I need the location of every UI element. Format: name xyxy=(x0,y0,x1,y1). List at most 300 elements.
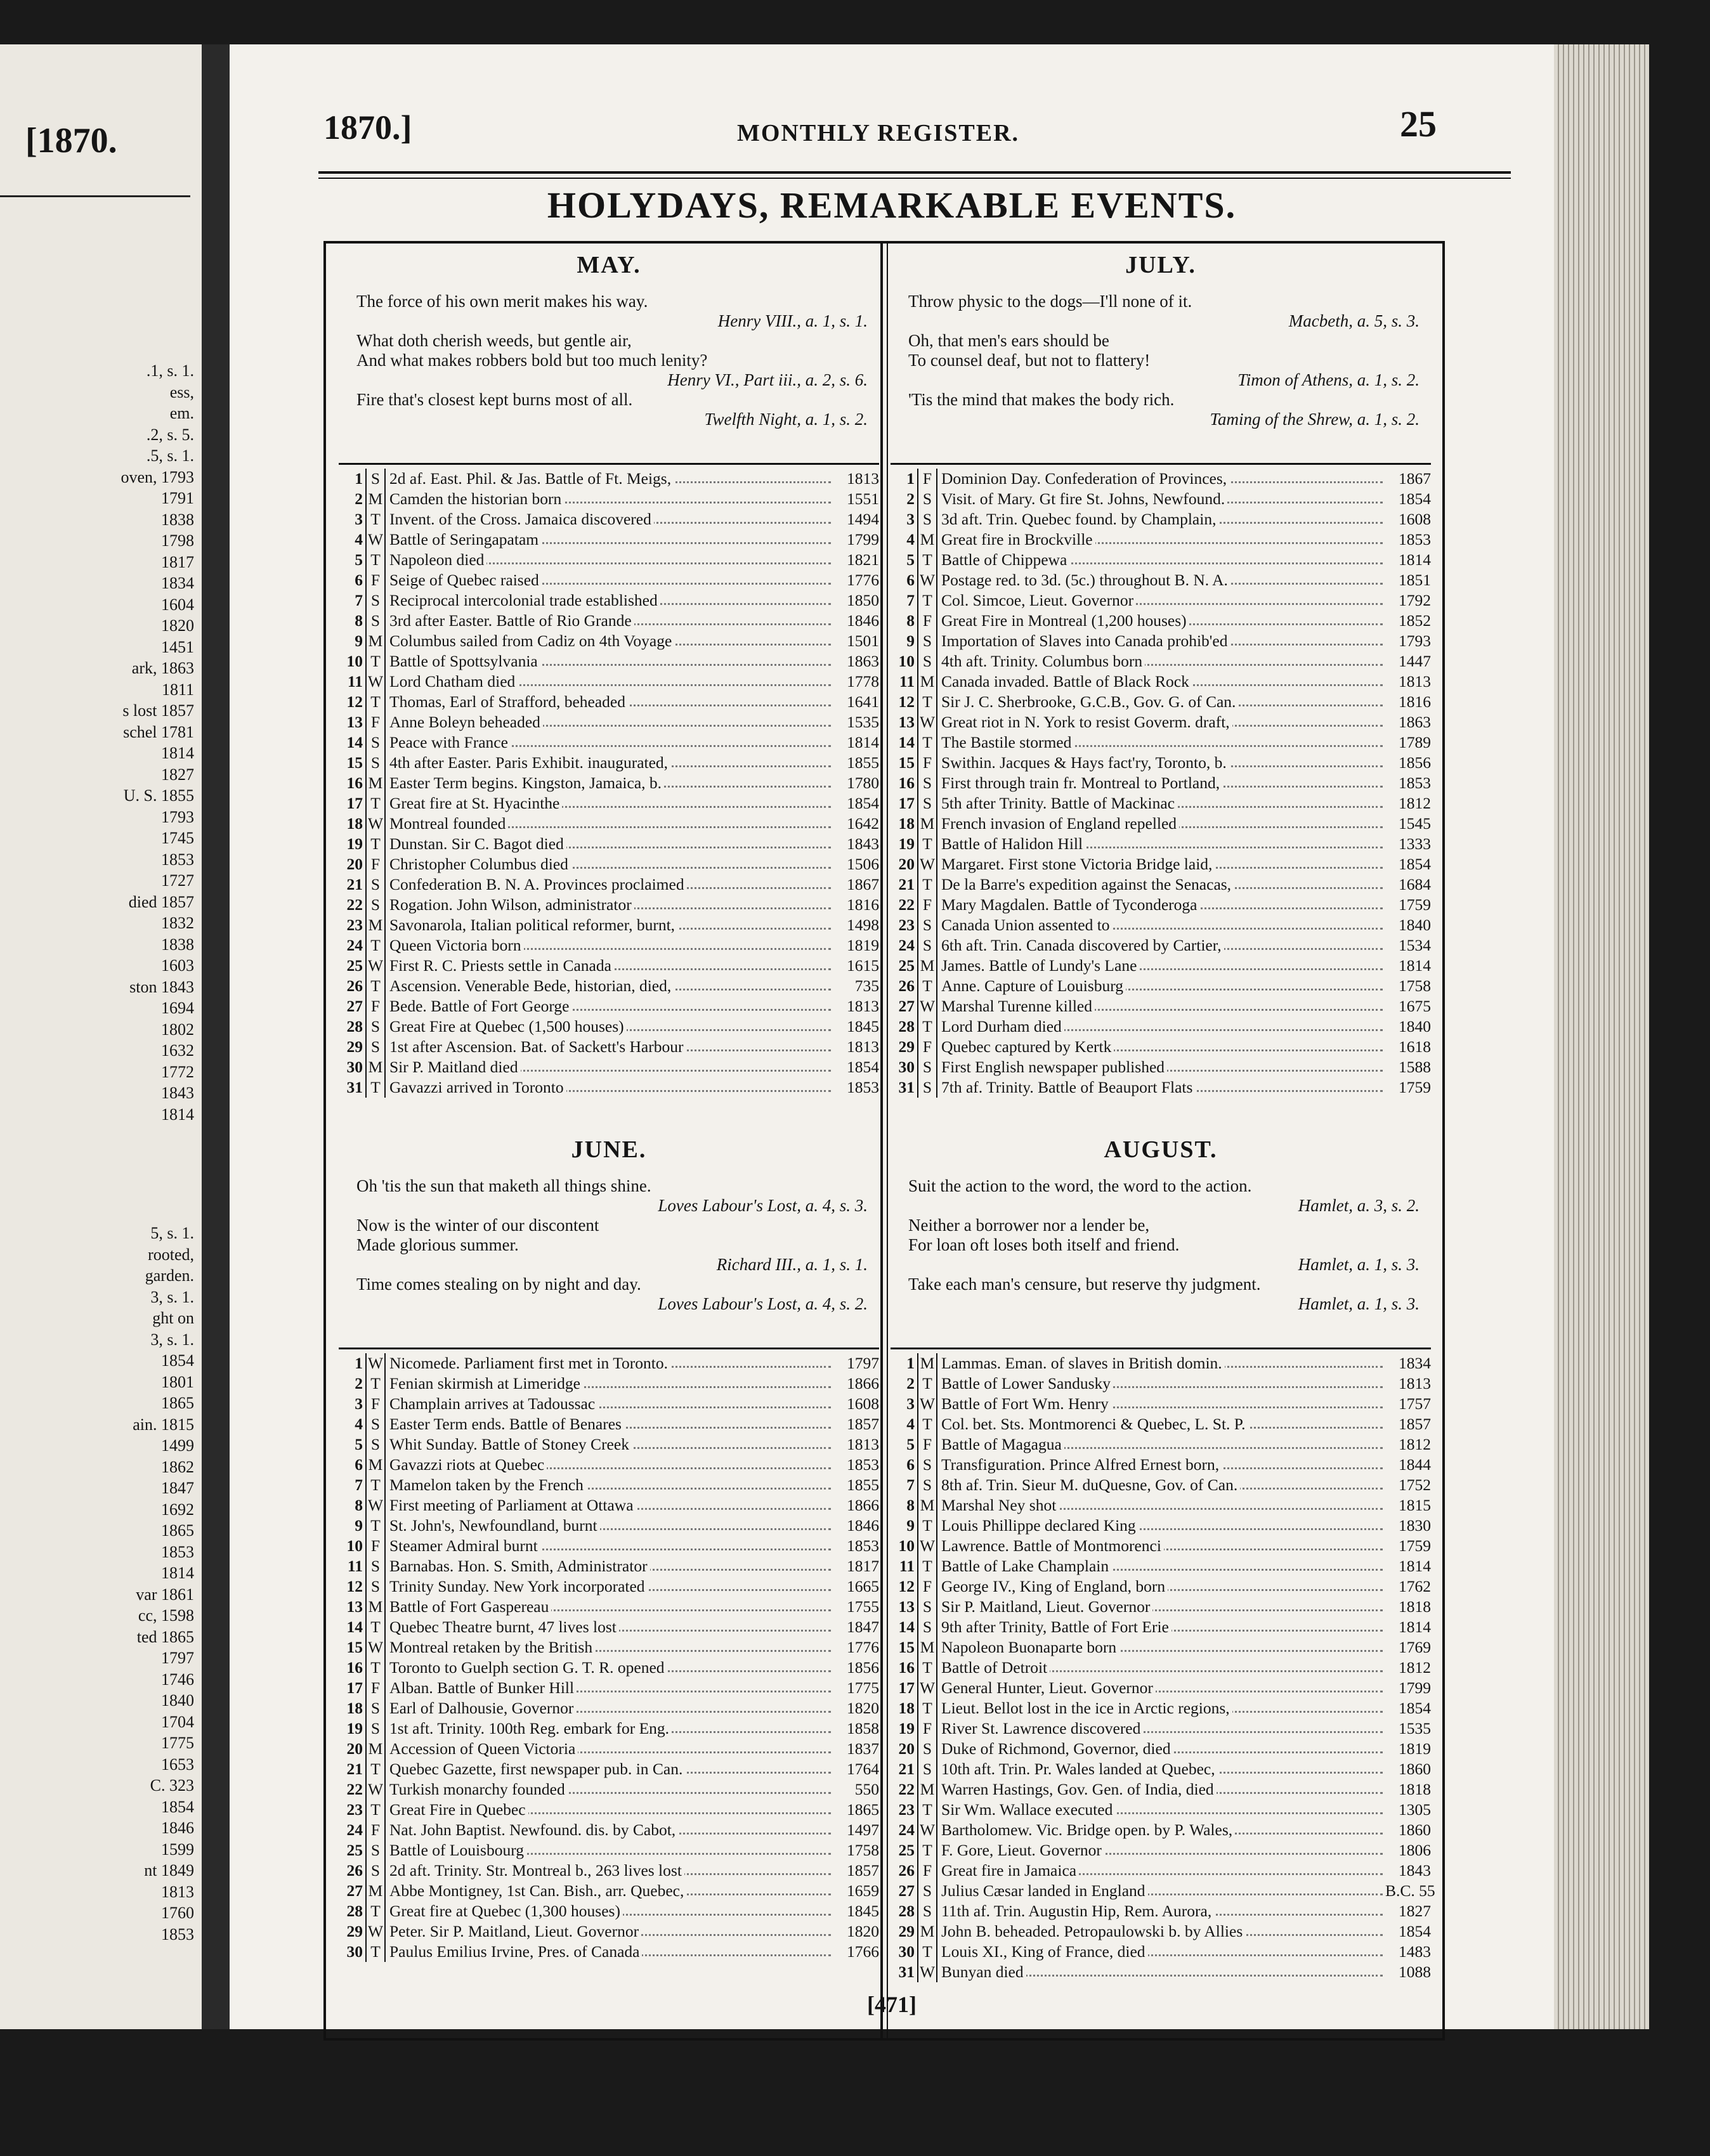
event-day: 18 xyxy=(346,1699,363,1717)
event-weekday: S xyxy=(917,1739,937,1759)
event-weekday: S xyxy=(365,732,386,753)
event-description xyxy=(937,834,1383,854)
event-text: Peace with France xyxy=(389,733,511,751)
event-year: 1818 xyxy=(1399,1597,1431,1616)
quote-line: And what makes robbers bold but too much lenity? xyxy=(356,351,708,370)
facing-page-fragment: s lost 1857 xyxy=(122,701,194,720)
facing-page-fragment: died 1857 xyxy=(128,892,194,911)
event-description xyxy=(937,1597,1383,1617)
event-description xyxy=(937,1536,1383,1556)
facing-page-fragment: 1798 xyxy=(161,531,194,550)
event-day: 23 xyxy=(898,916,915,934)
event-text: Steamer Admiral burnt xyxy=(389,1536,540,1555)
event-description xyxy=(386,935,831,956)
event-row xyxy=(339,1698,879,1718)
event-weekday: S xyxy=(365,611,386,631)
facing-page-fragment: 1811 xyxy=(161,680,194,699)
event-year: 1792 xyxy=(1399,591,1431,609)
event-description xyxy=(937,1820,1383,1840)
facing-page-fragment: 1838 xyxy=(161,510,194,529)
event-year: 1854 xyxy=(1399,490,1431,508)
event-day: 7 xyxy=(355,591,363,609)
event-row xyxy=(891,956,1431,976)
event-row xyxy=(339,874,879,895)
event-weekday: S xyxy=(917,1077,937,1098)
quote-line: Time comes stealing on by night and day. xyxy=(356,1275,641,1294)
event-row xyxy=(339,1820,879,1840)
facing-page-fragment: ess, xyxy=(169,382,194,401)
event-row xyxy=(339,1576,879,1597)
event-year: 1588 xyxy=(1399,1058,1431,1076)
event-description xyxy=(937,1698,1383,1718)
event-year: 1854 xyxy=(1399,855,1431,873)
event-row xyxy=(891,712,1431,732)
event-description xyxy=(937,732,1383,753)
page-footer-number: [471] xyxy=(867,1992,917,2017)
event-description xyxy=(937,631,1383,651)
event-weekday: S xyxy=(365,874,386,895)
event-weekday: T xyxy=(365,976,386,996)
event-text: Sir Wm. Wallace executed xyxy=(941,1800,1115,1819)
event-row xyxy=(339,672,879,692)
event-weekday: T xyxy=(365,1759,386,1779)
event-weekday: F xyxy=(365,1394,386,1414)
facing-page-fragment: 1832 xyxy=(161,914,194,932)
event-weekday: T xyxy=(365,1077,386,1098)
event-description xyxy=(386,1678,831,1698)
event-year: 1821 xyxy=(847,550,879,569)
month-title: MAY. xyxy=(577,252,641,278)
event-text: Mamelon taken by the French xyxy=(389,1476,586,1494)
event-text: 7th af. Trinity. Battle of Beauport Flats xyxy=(941,1078,1195,1096)
event-description xyxy=(386,976,831,996)
event-row xyxy=(339,1373,879,1394)
event-day: 13 xyxy=(898,713,915,731)
event-weekday: S xyxy=(917,1057,937,1077)
event-description xyxy=(386,550,831,570)
event-weekday: F xyxy=(365,1536,386,1556)
event-text: Battle of Lake Champlain xyxy=(941,1557,1111,1575)
event-year: 1814 xyxy=(1399,1618,1431,1636)
event-text: Lord Durham died xyxy=(941,1017,1064,1036)
event-text: Lieut. Bellot lost in the ice in Arctic regions, xyxy=(941,1699,1232,1717)
event-description xyxy=(937,1475,1383,1495)
event-weekday: F xyxy=(917,1861,937,1881)
quote-attribution: Loves Labour's Lost, a. 4, s. 2. xyxy=(658,1294,868,1313)
facing-page-fragment: 1791 xyxy=(161,489,194,507)
event-description xyxy=(937,1800,1383,1820)
facing-page-fragment: 1814 xyxy=(161,1564,194,1582)
shakespeare-quote xyxy=(891,283,1431,463)
event-description xyxy=(386,1597,831,1617)
event-row xyxy=(339,895,879,915)
event-year: 1813 xyxy=(1399,1374,1431,1393)
event-day: 16 xyxy=(898,774,915,792)
month-june xyxy=(339,1133,879,2018)
event-weekday: S xyxy=(365,1434,386,1455)
event-description xyxy=(937,611,1383,631)
event-year: 1775 xyxy=(847,1679,879,1697)
event-description xyxy=(386,1881,831,1901)
event-row xyxy=(891,1861,1431,1881)
facing-page-fragment: 1862 xyxy=(161,1457,194,1476)
event-description xyxy=(386,773,831,793)
event-day: 3 xyxy=(906,510,915,528)
event-description xyxy=(386,590,831,611)
event-row xyxy=(891,1820,1431,1840)
event-description xyxy=(386,793,831,814)
event-text: Lord Chatham died xyxy=(389,672,518,691)
event-weekday: S xyxy=(917,1759,937,1779)
event-weekday: S xyxy=(365,1861,386,1881)
calendar-frame xyxy=(323,241,1445,2041)
event-year: 550 xyxy=(854,1780,879,1798)
event-weekday: S xyxy=(917,509,937,529)
event-day: 28 xyxy=(346,1902,363,1920)
event-day: 17 xyxy=(898,1679,915,1697)
event-year: 1813 xyxy=(847,469,879,488)
event-row xyxy=(339,1658,879,1678)
event-day: 25 xyxy=(346,956,363,975)
event-year: 1816 xyxy=(847,895,879,914)
event-weekday: S xyxy=(365,1718,386,1739)
event-year: 1816 xyxy=(1399,692,1431,711)
event-weekday: S xyxy=(365,1576,386,1597)
event-description xyxy=(937,1394,1383,1414)
event-row xyxy=(339,1057,879,1077)
quote-line: Fire that's closest kept burns most of all. xyxy=(356,390,633,409)
event-year: 1817 xyxy=(847,1557,879,1575)
event-day: 5 xyxy=(355,550,363,569)
event-day: 8 xyxy=(906,1496,915,1514)
event-description xyxy=(386,834,831,854)
event-description xyxy=(937,590,1383,611)
event-year: 1812 xyxy=(1399,1435,1431,1453)
event-row xyxy=(891,1921,1431,1942)
event-row xyxy=(339,773,879,793)
event-description xyxy=(937,651,1383,672)
facing-page-fragment: 1854 xyxy=(161,1797,194,1816)
quote-line: Suit the action to the word, the word to the action. xyxy=(908,1176,1252,1195)
event-year: 1501 xyxy=(847,632,879,650)
event-weekday: S xyxy=(365,753,386,773)
event-row xyxy=(339,1353,879,1373)
event-row xyxy=(339,1037,879,1057)
left-column xyxy=(339,249,879,2018)
event-text: Earl of Dalhousie, Governor xyxy=(389,1699,576,1717)
event-weekday: W xyxy=(917,712,937,732)
event-row xyxy=(891,732,1431,753)
event-row xyxy=(891,651,1431,672)
register-page xyxy=(230,44,1554,2029)
event-text: Sir J. C. Sherbrooke, G.C.B., Gov. G. of Can. xyxy=(941,692,1238,711)
event-year: 1659 xyxy=(847,1881,879,1900)
event-row xyxy=(339,509,879,529)
event-text: Lawrence. Battle of Montmorenci xyxy=(941,1536,1164,1555)
event-row xyxy=(891,1881,1435,1901)
event-day: 3 xyxy=(355,510,363,528)
event-row xyxy=(891,1373,1431,1394)
event-text: Reciprocal intercolonial trade established xyxy=(389,591,660,609)
event-row xyxy=(891,895,1431,915)
event-weekday: S xyxy=(917,1475,937,1495)
month-title: AUGUST. xyxy=(1104,1136,1218,1163)
event-text: Peter. Sir P. Maitland, Lieut. Governor xyxy=(389,1922,641,1940)
event-row xyxy=(339,996,879,1016)
event-day: 22 xyxy=(898,895,915,914)
quote-attribution: Henry VIII., a. 1, s. 1. xyxy=(717,311,868,330)
facing-page-fragment: 1847 xyxy=(161,1479,194,1497)
month-july xyxy=(891,249,1431,1133)
event-text: Queen Victoria born xyxy=(389,936,524,954)
event-day: 2 xyxy=(906,490,915,508)
event-row xyxy=(339,570,879,590)
event-list xyxy=(891,463,1431,1098)
event-year: 1840 xyxy=(1399,1017,1431,1036)
event-description xyxy=(937,956,1383,976)
event-weekday: M xyxy=(365,1881,386,1901)
event-row xyxy=(339,1942,879,1962)
event-description xyxy=(937,1556,1383,1576)
event-text: Louis Phillippe declared King xyxy=(941,1516,1139,1535)
event-weekday: S xyxy=(365,590,386,611)
event-row xyxy=(339,793,879,814)
event-row xyxy=(891,590,1431,611)
facing-page-fragment: 1827 xyxy=(161,765,194,784)
event-year: 1759 xyxy=(1399,895,1431,914)
event-weekday: T xyxy=(365,1516,386,1536)
event-day: 20 xyxy=(346,1739,363,1758)
event-year: 1856 xyxy=(847,1658,879,1677)
event-year: B.C. 55 xyxy=(1385,1881,1435,1900)
event-text: Fenian skirmish at Limeridge xyxy=(389,1374,583,1393)
event-weekday: M xyxy=(917,1353,937,1373)
event-text: French invasion of England repelled xyxy=(941,814,1179,833)
event-description xyxy=(937,895,1383,915)
event-description xyxy=(937,570,1383,590)
event-text: Margaret. First stone Victoria Bridge laid, xyxy=(941,855,1215,873)
quote-attribution: Twelfth Night, a. 1, s. 2. xyxy=(704,410,868,429)
event-weekday: T xyxy=(917,1658,937,1678)
event-day: 5 xyxy=(906,1435,915,1453)
event-year: 1853 xyxy=(847,1078,879,1096)
event-description xyxy=(386,915,831,935)
event-year: 1855 xyxy=(847,1476,879,1494)
event-weekday: W xyxy=(917,1394,937,1414)
event-text: Anne. Capture of Louisburg xyxy=(941,977,1126,995)
event-text: Transfiguration. Prince Alfred Ernest born, xyxy=(941,1455,1222,1474)
facing-page-fragment: 1865 xyxy=(161,1521,194,1540)
event-weekday: S xyxy=(365,1698,386,1718)
event-row xyxy=(891,1637,1431,1658)
event-row xyxy=(339,814,879,834)
facing-page-fragment: ght on xyxy=(152,1309,194,1327)
event-day: 19 xyxy=(898,1719,915,1737)
event-weekday: F xyxy=(917,1718,937,1739)
event-row xyxy=(339,1739,879,1759)
event-day: 22 xyxy=(346,895,363,914)
event-description xyxy=(386,1840,831,1861)
event-year: 1305 xyxy=(1399,1800,1431,1819)
event-description xyxy=(386,1698,831,1718)
event-year: 1535 xyxy=(1399,1719,1431,1737)
event-text: Great fire at Quebec (1,300 houses) xyxy=(389,1902,623,1920)
event-text: Marshal Ney shot xyxy=(941,1496,1059,1514)
event-day: 18 xyxy=(898,814,915,833)
event-year: 1778 xyxy=(847,672,879,691)
event-day: 19 xyxy=(898,834,915,853)
event-row xyxy=(891,469,1431,489)
event-text: The Bastile stormed xyxy=(941,733,1074,751)
month-title: JULY. xyxy=(1125,252,1196,278)
event-description xyxy=(937,915,1383,935)
event-row xyxy=(339,692,879,712)
event-weekday: M xyxy=(365,631,386,651)
event-row xyxy=(339,976,879,996)
month-may xyxy=(339,249,879,1133)
event-row xyxy=(339,753,879,773)
event-weekday: S xyxy=(917,1455,937,1475)
event-year: 1827 xyxy=(1399,1902,1431,1920)
event-day: 24 xyxy=(898,936,915,954)
event-description xyxy=(937,469,1383,489)
event-year: 1762 xyxy=(1399,1577,1431,1595)
event-weekday: T xyxy=(917,1840,937,1861)
event-description xyxy=(937,1057,1383,1077)
event-text: Turkish monarchy founded xyxy=(389,1780,568,1798)
event-row xyxy=(891,1962,1431,1982)
event-text: Battle of Louisbourg xyxy=(389,1841,526,1859)
event-description xyxy=(386,1779,831,1800)
event-description xyxy=(386,1455,831,1475)
event-day: 13 xyxy=(346,1597,363,1616)
facing-page-fragment: 1843 xyxy=(161,1084,194,1102)
event-day: 4 xyxy=(906,1415,915,1433)
event-description xyxy=(937,1637,1383,1658)
event-weekday: T xyxy=(917,692,937,712)
page-number: 25 xyxy=(1400,103,1437,145)
event-weekday: S xyxy=(365,469,386,489)
facing-page-fragment: U. S. 1855 xyxy=(123,786,194,805)
event-description xyxy=(937,1962,1383,1982)
event-text: James. Battle of Lundy's Lane xyxy=(941,956,1139,975)
event-text: Great Fire at Quebec (1,500 houses) xyxy=(389,1017,627,1036)
event-row xyxy=(339,651,879,672)
event-text: 6th aft. Trin. Canada discovered by Cartier, xyxy=(941,936,1224,954)
event-year: 1812 xyxy=(1399,1658,1431,1677)
event-text: General Hunter, Lieut. Governor xyxy=(941,1679,1156,1697)
event-day: 27 xyxy=(346,1881,363,1900)
event-weekday: F xyxy=(917,753,937,773)
event-weekday: S xyxy=(917,651,937,672)
event-weekday: W xyxy=(365,672,386,692)
event-day: 14 xyxy=(346,733,363,751)
facing-page-fragment: 1694 xyxy=(161,999,194,1017)
event-year: 1860 xyxy=(1399,1760,1431,1778)
event-year: 1843 xyxy=(1399,1861,1431,1880)
event-weekday: T xyxy=(917,976,937,996)
facing-page-fragment: nt 1849 xyxy=(144,1861,194,1880)
event-year: 1776 xyxy=(847,571,879,589)
quote-line: Now is the winter of our discontent xyxy=(356,1216,599,1235)
event-text: Great Fire in Montreal (1,200 houses) xyxy=(941,611,1189,630)
event-row xyxy=(339,1394,879,1414)
event-year: 1853 xyxy=(1399,774,1431,792)
event-weekday: S xyxy=(917,1617,937,1637)
event-text: Nicomede. Parliament first met in Toronto. xyxy=(389,1354,670,1372)
event-text: Canada invaded. Battle of Black Rock xyxy=(941,672,1192,691)
facing-page-fragment: 1727 xyxy=(161,871,194,890)
event-weekday: W xyxy=(365,529,386,550)
event-description xyxy=(937,1759,1383,1779)
event-year: 1088 xyxy=(1399,1963,1431,1981)
event-day: 28 xyxy=(898,1017,915,1036)
event-text: Quebec Gazette, first newspaper pub. in Can. xyxy=(389,1760,685,1778)
event-weekday: T xyxy=(917,1556,937,1576)
event-weekday: W xyxy=(365,1637,386,1658)
event-row xyxy=(339,1759,879,1779)
event-year: 1447 xyxy=(1399,652,1431,670)
event-year: 1854 xyxy=(847,1058,879,1076)
facing-page-fragment: 1813 xyxy=(161,1882,194,1901)
facing-page-fragment: 1846 xyxy=(161,1819,194,1837)
event-description xyxy=(937,854,1383,874)
event-year: 1641 xyxy=(847,692,879,711)
event-text: Swithin. Jacques & Hays fact'ry, Toronto, b. xyxy=(941,753,1229,772)
event-weekday: T xyxy=(917,834,937,854)
facing-page-fragment: 1775 xyxy=(161,1734,194,1752)
quote-line: Throw physic to the dogs—I'll none of it. xyxy=(908,292,1192,311)
event-year: 1847 xyxy=(847,1618,879,1636)
event-day: 19 xyxy=(346,834,363,853)
event-row xyxy=(891,854,1431,874)
event-text: Sir P. Maitland died xyxy=(389,1058,521,1076)
event-text: Easter Term ends. Battle of Benares xyxy=(389,1415,624,1433)
event-row xyxy=(891,1495,1431,1516)
event-year: 1851 xyxy=(1399,571,1431,589)
event-description xyxy=(937,935,1383,956)
event-weekday: S xyxy=(365,1414,386,1434)
event-weekday: S xyxy=(917,1881,937,1901)
facing-page-fragment: 1801 xyxy=(161,1372,194,1391)
facing-page-fragment: 1745 xyxy=(161,829,194,847)
event-year: 1845 xyxy=(847,1017,879,1036)
event-weekday: F xyxy=(365,570,386,590)
event-day: 22 xyxy=(346,1780,363,1798)
event-year: 1618 xyxy=(1399,1037,1431,1056)
event-row xyxy=(891,1597,1431,1617)
event-description xyxy=(937,1718,1383,1739)
event-weekday: S xyxy=(917,935,937,956)
quote-attribution: Timon of Athens, a. 1, s. 2. xyxy=(1237,370,1420,389)
event-description xyxy=(937,814,1383,834)
event-text: Battle of Seringapatam xyxy=(389,530,541,549)
event-day: 29 xyxy=(346,1922,363,1940)
event-day: 30 xyxy=(898,1942,915,1961)
event-year: 1813 xyxy=(847,1435,879,1453)
event-day: 17 xyxy=(346,794,363,812)
facing-page-fragment: 1814 xyxy=(161,1105,194,1124)
facing-page-fragment: 1802 xyxy=(161,1020,194,1039)
event-text: Quebec Theatre burnt, 47 lives lost xyxy=(389,1618,619,1636)
event-weekday: S xyxy=(365,1037,386,1057)
event-text: Louis XI., King of France, died xyxy=(941,1942,1148,1961)
facing-page-fragment: 1772 xyxy=(161,1062,194,1081)
event-year: 1799 xyxy=(847,530,879,549)
event-weekday: T xyxy=(365,509,386,529)
event-description xyxy=(386,732,831,753)
event-text: First meeting of Parliament at Ottawa xyxy=(389,1496,636,1514)
